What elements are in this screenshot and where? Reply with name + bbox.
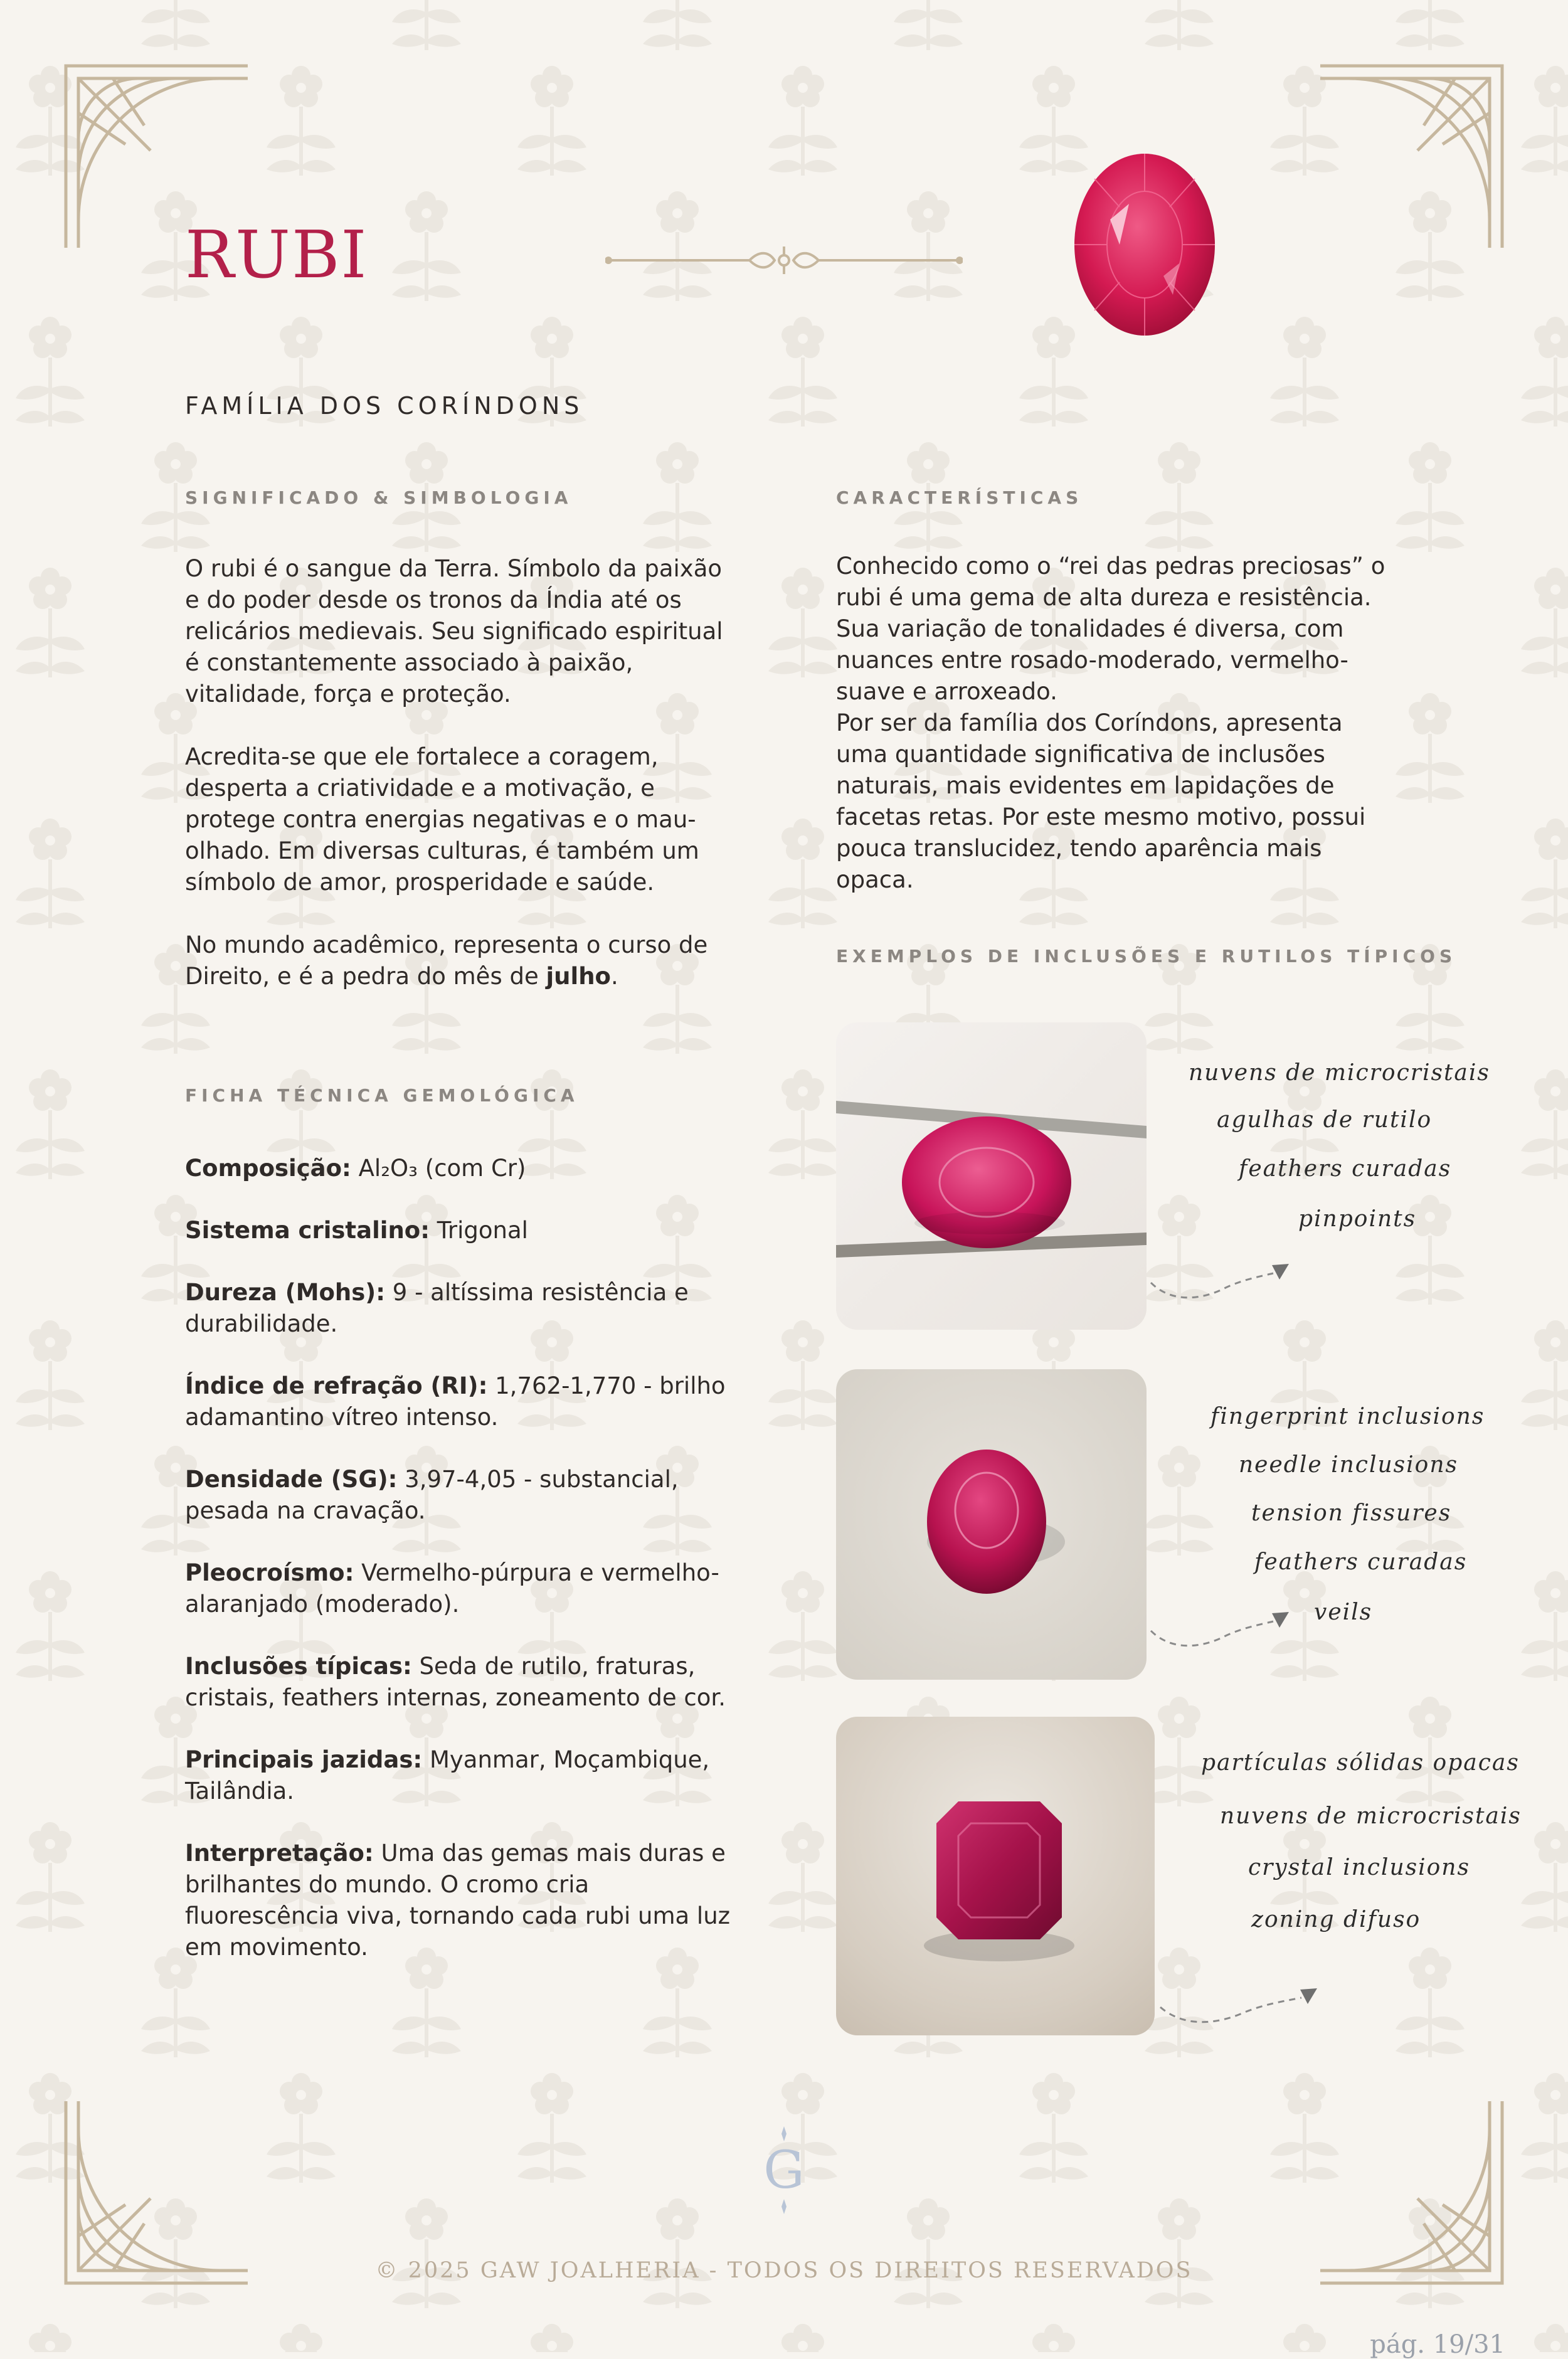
significado-paragraph-3: No mundo acadêmico, representa o curso de Direito, e é a pedra do mês de julho. [185,931,708,990]
month-highlight: julho [546,963,611,990]
ruby-photo-tweezers [836,1022,1147,1330]
ficha-label: FICHA TÉCNICA GEMOLÓGICA [185,1085,579,1106]
footer-copyright: © 2025 GAW JOALHERIA - TODOS OS DIREITOS RESERVADOS [375,2258,1193,2283]
example-1-note-1: nuvens de microcristais [1189,1060,1490,1086]
exemplos-label: EXEMPLOS DE INCLUSÕES E RUTILOS TÍPICOS [836,946,1457,967]
example-2-note-3: tension fissures [1251,1500,1452,1526]
page-title: RUBI [185,216,368,293]
corner-ornament-top-right [1317,63,1505,251]
page-number: pág. 19/31 [1370,2330,1505,2359]
caracteristicas-text [836,551,1388,896]
spec-indice: Índice de refração (RI): 1,762-1,770 - brilho adamantino vítreo intenso. [185,1372,726,1431]
divider-ornament [605,241,963,279]
spec-composicao: Composição: Al₂O₃ (com Cr) [185,1155,526,1182]
spec-sistema: Sistema cristalino: Trigonal [185,1217,528,1244]
caracteristicas-label: CARACTERÍSTICAS [836,487,1083,508]
spec-jazidas: Principais jazidas: Myanmar, Moçambique, Tailândia. [185,1746,710,1805]
arrow-icon [1148,1606,1292,1656]
example-2-note-4: feathers curadas [1254,1549,1468,1575]
significado-text [185,553,737,1024]
significado-paragraph-1: O rubi é o sangue da Terra. Símbolo da paixão e do poder desde os tronos da Índia até os relicários medievais. Seu significado espiritual é constantemente associado à paixão, vitalidade, força e proteção. [185,555,723,708]
arrow-icon [1157,1982,1320,2032]
spec-pleocroismo: Pleocroísmo: Vermelho-púrpura e vermelho-alaranjado (moderado). [185,1559,719,1618]
gem-family-subtitle: FAMÍLIA DOS CORÍNDONS [185,392,584,420]
arrow-icon [1148,1258,1292,1308]
ruby-photo-oval [836,1369,1147,1680]
ruby-photo-emerald-cut [836,1717,1155,2035]
spec-inclusoes: Inclusões típicas: Seda de rutilo, fraturas, cristais, feathers internas, zoneamento de cor. [185,1653,726,1711]
example-2-note-2: needle inclusions [1239,1452,1458,1478]
caracteristicas-paragraph-2: Por ser da família dos Coríndons, apresenta uma quantidade significativa de inclusões naturais, mais evidentes em lapidações de facetas retas. Por este mesmo motivo, possui pouca translucidez, tendo aparência mais opaca. [836,709,1366,893]
ficha-tecnica [185,1153,737,1994]
example-3-note-3: crystal inclusions [1248,1855,1470,1880]
spec-dureza: Dureza (Mohs): 9 - altíssima resistência e durabilidade. [185,1279,689,1337]
example-3-note-1: partículas sólidas opacas [1201,1750,1520,1776]
example-1-note-3: feathers curadas [1239,1156,1452,1182]
spec-interpretacao: Interpretação: Uma das gemas mais duras e brilhantes do mundo. O cromo cria fluorescência viva, tornando cada rubi uma luz em movimento. [185,1840,731,1961]
example-2-note-5: veils [1314,1599,1373,1625]
svg-text:G: G [763,2141,805,2200]
example-1-note-2: agulhas de rutilo [1217,1107,1433,1133]
ruby-gem-icon [1069,151,1220,339]
example-3-note-2: nuvens de microcristais [1220,1803,1522,1829]
brand-logo-icon [753,2126,815,2214]
example-2-note-1: fingerprint inclusions [1210,1404,1485,1429]
spec-densidade: Densidade (SG): 3,97-4,05 - substancial, pesada na cravação. [185,1466,679,1524]
example-3-note-4: zoning difuso [1251,1907,1421,1932]
significado-paragraph-2: Acredita-se que ele fortalece a coragem, desperta a criatividade e a motivação, e protege contra energias negativas e o mau-olhado. Em diversas culturas, é também um símbolo de amor, prosperidade e saúde. [185,743,699,896]
significado-label: SIGNIFICADO & SIMBOLOGIA [185,487,573,508]
example-1-note-4: pinpoints [1298,1206,1417,1232]
caracteristicas-paragraph-1: Conhecido como o “rei das pedras preciosas” o rubi é uma gema de alta dureza e resistência. Sua variação de tonalidades é diversa, com nuances entre rosado-moderado, vermelho-suave e arroxeado. [836,553,1385,705]
